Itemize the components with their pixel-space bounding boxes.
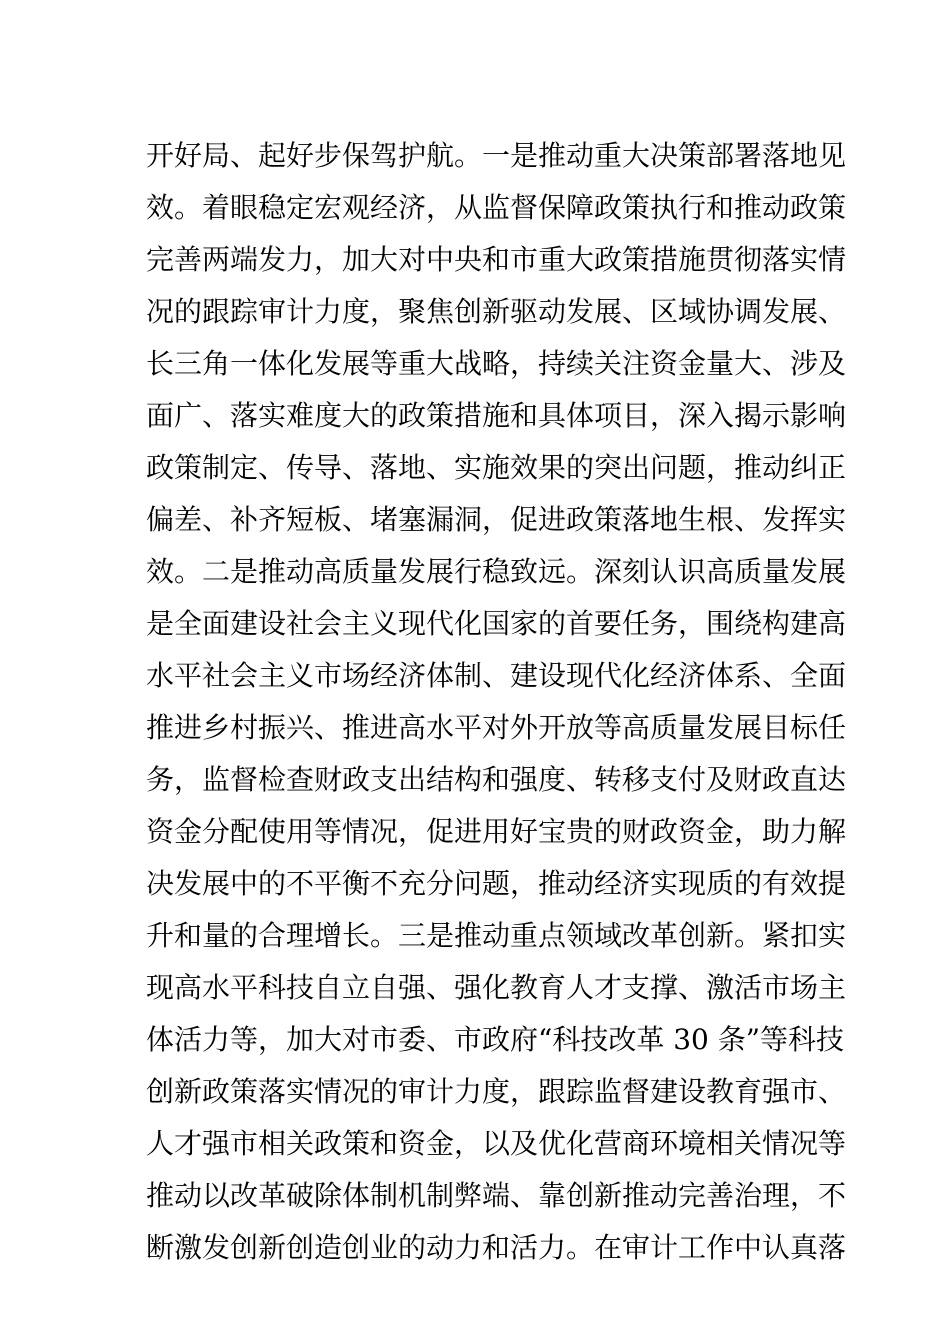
text-line-10: 是全面建设社会主义现代化国家的首要任务，围绕构建高 [146,607,847,640]
text-line-9: 效。二是推动高质量发展行稳致远。深刻认识高质量发展 [146,555,847,588]
text-line-16: 升和量的合理增长。三是推动重点领域改革创新。紧扣实 [146,919,847,952]
text-line-13: 务，监督检查财政支出结构和强度、转移支付及财政直达 [146,763,847,796]
text-line-11: 水平社会主义市场经济体制、建设现代化经济体系、全面 [146,659,847,692]
text-line-5: 长三角一体化发展等重大战略，持续关注资金量大、涉及 [146,347,847,380]
text-line-1: 开好局、起好步保驾护航。一是推动重大决策部署落地见 [146,139,847,172]
text-line-17: 现高水平科技自立自强、强化教育人才支撑、激活市场主 [146,971,847,1004]
text-line-7: 政策制定、传导、落地、实施效果的突出问题，推动纠正 [146,451,847,484]
text-line-6: 面广、落实难度大的政策措施和具体项目，深入揭示影响 [146,399,847,432]
text-line-15: 决发展中的不平衡不充分问题，推动经济实现质的有效提 [146,867,847,900]
text-line-12: 推进乡村振兴、推进高水平对外开放等高质量发展目标任 [146,711,847,744]
text-line-4: 况的跟踪审计力度，聚焦创新驱动发展、区域协调发展、 [146,295,847,328]
text-line-22: 断激发创新创造创业的动力和活力。在审计工作中认真落 [146,1231,847,1264]
text-line-19: 创新政策落实情况的审计力度，跟踪监督建设教育强市、 [146,1075,847,1108]
text-line-3: 完善两端发力，加大对中央和市重大政策措施贯彻落实情 [146,243,847,276]
text-line-8: 偏差、补齐短板、堵塞漏洞，促进政策落地生根、发挥实 [146,503,847,536]
text-line-21: 推动以改革破除体制机制弊端、靠创新推动完善治理，不 [146,1179,847,1212]
text-line-14: 资金分配使用等情况，促进用好宝贵的财政资金，助力解 [146,815,847,848]
body-paragraph [146,130,847,1274]
text-line-2: 效。着眼稳定宏观经济，从监督保障政策执行和推动政策 [146,191,847,224]
text-line-20: 人才强市相关政策和资金，以及优化营商环境相关情况等 [146,1127,847,1160]
text-line-18: 体活力等，加大对市委、市政府“科技改革 30 条”等科技 [146,1023,845,1056]
